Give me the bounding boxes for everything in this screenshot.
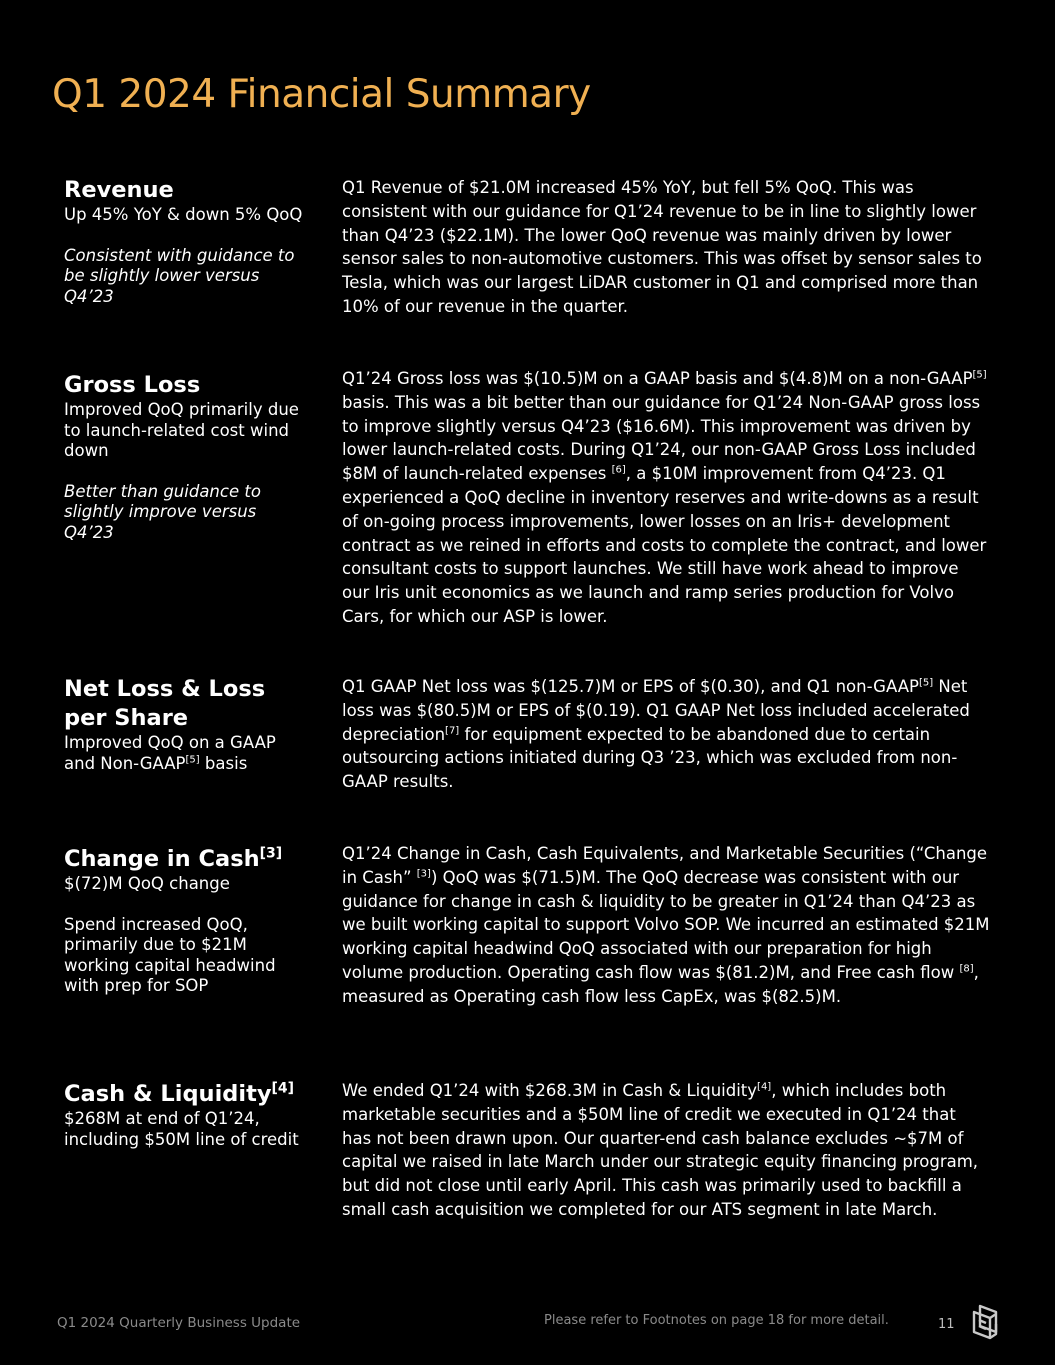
section-heading: [64, 845, 309, 874]
section-body: [342, 367, 990, 629]
body-text: Q1 GAAP Net loss was $(125.7)M or EPS of $(0.30), and Q1 non-GAAP: [342, 677, 919, 696]
section-label-column: [64, 176, 309, 307]
footnote-ref: [4]: [271, 1080, 295, 1097]
footnote-ref: [5]: [972, 369, 987, 381]
section-summary: [64, 733, 309, 774]
page-number: 11: [938, 1317, 955, 1332]
section-heading: [64, 1080, 309, 1109]
section-note: Consistent with guidance to be slightly lower versus Q4’23: [64, 245, 295, 306]
section-heading: Gross Loss: [64, 372, 201, 398]
heading-text: Change in Cash: [64, 846, 260, 872]
page-title: Q1 2024 Financial Summary: [52, 72, 591, 117]
body-text: Q1’24 Gross loss was $(10.5)M on a GAAP basis and $(4.8)M on a non-GAAP: [342, 369, 973, 388]
footnote-ref: [8]: [959, 963, 974, 975]
body-text: , which includes both marketable securities and a $50M line of credit we executed in Q1’24 that has not been drawn upon. Our quarter-end cash balance excludes ~$7M of capital we raised in late March under our strategic equity financing program, but did not close until early April. This cash was primarily used to backfill a small cash acquisition we completed for our ATS segment in late March.: [342, 1081, 979, 1219]
body-text: for equipment expected to be abandoned due to certain outsourcing actions initiated during Q3 ’23, which was excluded from non-GAAP results.: [342, 724, 958, 792]
heading-text: Cash & Liquidity: [64, 1081, 272, 1107]
footnote-ref: [3]: [259, 845, 283, 862]
section-label-column: [64, 675, 309, 774]
footnote-ref: [4]: [757, 1081, 772, 1093]
section-label-column: [64, 367, 309, 543]
section-label-column: [64, 1079, 309, 1150]
section-body: [342, 1079, 990, 1222]
section-summary: $(72)M QoQ change: [64, 874, 230, 893]
section-note: Spend increased QoQ, primarily due to $21M working capital headwind with prep for SOP: [64, 914, 276, 995]
body-text: ) QoQ was $(71.5)M. The QoQ decrease was consistent with our guidance for change in cash & liquidity to be greater in Q1’24 than Q4’23 as we built working capital to support Volvo SOP. We incurred an estimated $21M working capital headwind QoQ associated with our preparation for high volume production. Operating cash flow was $(81.2)M, and Free cash flow: [342, 867, 990, 982]
section-summary: Improved QoQ primarily due to launch-related cost wind down: [64, 400, 299, 460]
footer-footnote-reference: Please refer to Footnotes on page 18 for more detail.: [544, 1313, 889, 1328]
body-text: , measured as Operating cash flow less CapEx, was $(82.5)M.: [342, 962, 979, 1006]
footnote-ref: [5]: [185, 754, 200, 765]
footnote-ref: [6]: [611, 464, 626, 476]
footer-document-title: Q1 2024 Quarterly Business Update: [57, 1315, 301, 1331]
section-body: Q1 Revenue of $21.0M increased 45% YoY, but fell 5% QoQ. This was consistent with our guidance for Q1’24 revenue to be in line to slightly lower than Q4’23 ($22.1M). The lower QoQ revenue was mainly driven by lower sensor sales to non-automotive customers. This was offset by sensor sales to Tesla, which was our largest LiDAR customer in Q1 and comprised more than 10% of our revenue in the quarter.: [342, 178, 982, 316]
section-body: [342, 842, 990, 1009]
footnote-ref: [3]: [416, 868, 431, 880]
section-note: Better than guidance to slightly improve versus Q4’23: [64, 481, 261, 542]
section-summary: Up 45% YoY & down 5% QoQ: [64, 205, 303, 224]
body-text: Net loss was $(80.5)M or EPS of $(0.19). Q1 GAAP Net loss included accelerated depreciation: [342, 677, 970, 744]
body-text: Q1’24 Change in Cash, Cash Equivalents, and Marketable Securities (“Change in Cash”: [342, 844, 988, 887]
section-summary: $268M at end of Q1’24, including $50M line of credit: [64, 1109, 299, 1149]
stacked-cube-logo-icon: [966, 1302, 1006, 1342]
body-text: We ended Q1’24 with $268.3M in Cash & Liquidity: [342, 1081, 758, 1100]
section-heading: Net Loss & Loss per Share: [64, 676, 266, 731]
section-label-column: [64, 842, 309, 997]
footnote-ref: [5]: [918, 677, 934, 689]
body-text: basis. This was a bit better than our guidance for Q1’24 Non-GAAP gross loss to improve slightly versus Q4’23 ($16.6M). This improvement was driven by lower launch-related costs. During Q1’24, our non-GAAP Gross Loss included $8M of launch-related expenses: [342, 392, 981, 484]
summary-text: Improved QoQ on a GAAP and Non-GAAP: [64, 733, 276, 773]
body-text: , a $10M improvement from Q4’23. Q1 experienced a QoQ decline in inventory reserves and write-downs as a result of on-going process improvements, lower losses on an Iris+ development contract as we reined in efforts and costs to complete the contract, and lower consultant costs to support launches. We still have work ahead to improve our Iris unit economics as we launch and ramp series production for Volvo Cars, for which our ASP is lower.: [342, 464, 987, 626]
summary-text: basis: [199, 753, 248, 773]
section-heading: Revenue: [64, 177, 174, 203]
section-body: [342, 675, 990, 794]
footnote-ref: [7]: [445, 725, 460, 737]
